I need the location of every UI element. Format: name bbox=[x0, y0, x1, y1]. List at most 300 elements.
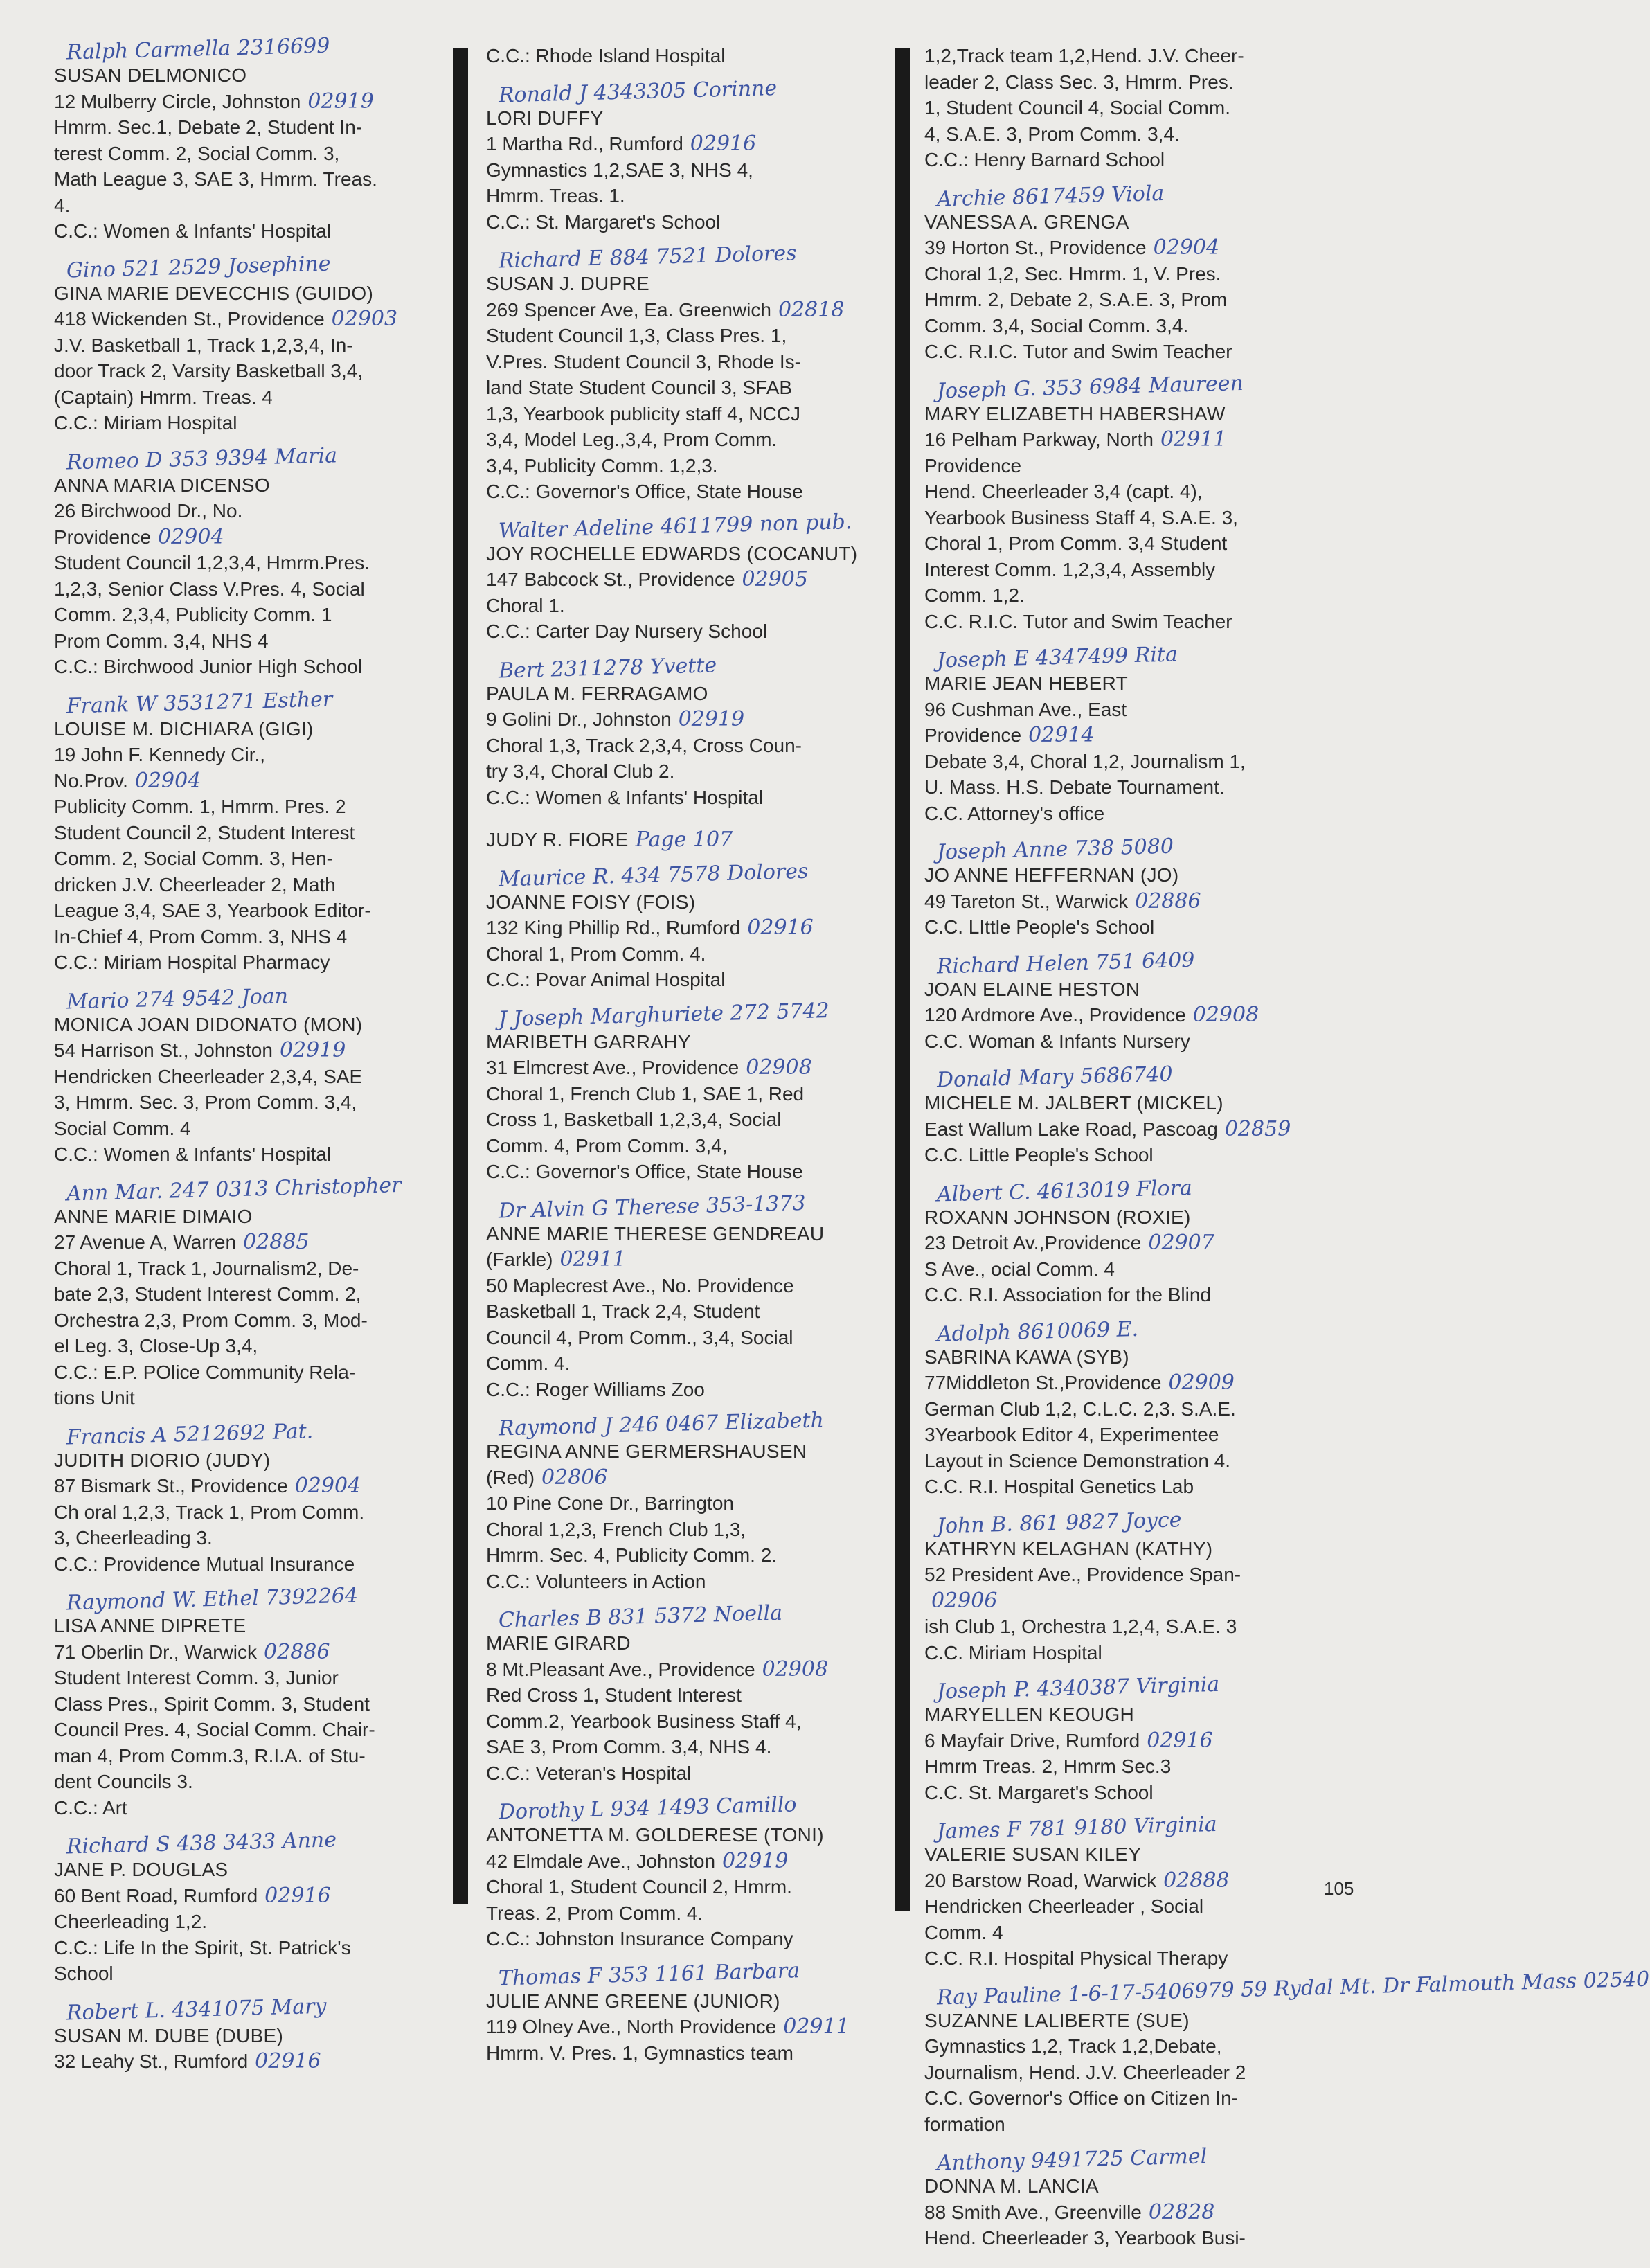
entry-text-line: Cheerleading 1,2. bbox=[54, 1911, 208, 1932]
entry-text-line: Student Interest Comm. 3, Junior bbox=[54, 1667, 339, 1688]
entry-text-line: Journalism, Hend. J.V. Cheerleader 2 bbox=[924, 2061, 1246, 2083]
address-line bbox=[486, 1055, 853, 1081]
entry-text-line: C.C.: Miriam Hospital bbox=[54, 412, 237, 434]
entry-text-line: C.C.: Birchwood Junior High School bbox=[54, 656, 363, 677]
handwritten-zip: 02908 bbox=[1192, 1003, 1259, 1027]
student-name: REGINA ANNE GERMERSHAUSEN bbox=[486, 1440, 807, 1462]
column-1 bbox=[54, 33, 414, 2091]
handwritten-zip: 02919 bbox=[722, 1848, 789, 1873]
handwritten-note: Ronald J 4343305 Corinne bbox=[498, 75, 778, 108]
student-name-line bbox=[486, 827, 853, 853]
student-name: SUSAN DELMONICO bbox=[54, 64, 247, 86]
student-name: JANE P. DOUGLAS bbox=[54, 1859, 228, 1880]
entry-text-line: 6 Mayfair Drive, Rumford bbox=[924, 1729, 1140, 1751]
address-line bbox=[924, 889, 1298, 915]
entry-text-line: formation bbox=[924, 2113, 1005, 2135]
student-name-line bbox=[486, 105, 853, 132]
entry-text-line: Class Pres., Spirit Comm. 3, Student bbox=[54, 1693, 370, 1715]
entry-text-line: 3,4, Publicity Comm. 1,2,3. bbox=[486, 454, 718, 476]
student-name: JOY ROCHELLE EDWARDS (COCANUT) bbox=[486, 542, 858, 564]
column-divider-2 bbox=[895, 48, 910, 1911]
entry-text-line: Yearbook Business Staff 4, S.A.E. 3, bbox=[924, 506, 1238, 528]
student-entry bbox=[486, 509, 858, 645]
entry-text-line: 52 President Ave., Providence Span- bbox=[924, 1564, 1241, 1585]
address-line bbox=[54, 306, 414, 332]
entry-text-line: 42 Elmdale Ave., Johnston bbox=[486, 1850, 716, 1872]
entry-text-line: S Ave., ocial Comm. 4 bbox=[924, 1258, 1115, 1280]
student-entry bbox=[924, 43, 1298, 173]
student-name-line bbox=[924, 1702, 1298, 1728]
entry-text-line: leader 2, Class Sec. 3, Hmrm. Pres. bbox=[924, 71, 1234, 93]
entry-text-line: dricken J.V. Cheerleader 2, Math bbox=[54, 873, 336, 895]
entry-text-line: 26 Birchwood Dr., No. Providence bbox=[54, 500, 243, 548]
entry-text-line: door Track 2, Varsity Basketball 3,4, bbox=[54, 360, 364, 382]
entry-text-line: C.C.: E.P. POlice Community Rela- bbox=[54, 1361, 356, 1383]
entry-text-line: C.C. Governor's Office on Citizen In- bbox=[924, 2087, 1238, 2109]
address-line bbox=[54, 498, 414, 550]
address-line bbox=[486, 131, 853, 157]
student-name-line bbox=[924, 862, 1298, 889]
student-entry bbox=[486, 827, 853, 853]
handwritten-note: John B. 861 9827 Joyce bbox=[936, 1507, 1182, 1539]
student-name-line bbox=[54, 280, 414, 307]
entry-text-line: 3,4, Model Leg.,3,4, Prom Comm. bbox=[486, 429, 778, 450]
address-line bbox=[486, 706, 853, 733]
handwritten-zip: 02909 bbox=[1168, 1370, 1235, 1395]
student-name-line bbox=[54, 716, 414, 742]
handwritten-note: Richard Helen 751 6409 bbox=[936, 947, 1195, 979]
student-name: SUSAN M. DUBE (DUBE) bbox=[54, 2024, 284, 2046]
page-number: 105 bbox=[1324, 1878, 1354, 1899]
entry-text-line: Hmrm Treas. 2, Hmrm Sec.3 bbox=[924, 1756, 1172, 1777]
handwritten-note: Maurice R. 434 7578 Dolores bbox=[498, 859, 809, 892]
entry-text-line: Gymnastics 1,2,SAE 3, NHS 4, bbox=[486, 159, 753, 181]
handwritten-note: Donald Mary 5686740 bbox=[936, 1062, 1174, 1093]
entry-text-line: bate 2,3, Student Interest Comm. 2, bbox=[54, 1283, 361, 1305]
entry-text-line: 71 Oberlin Dr., Warwick bbox=[54, 1641, 258, 1663]
entry-text-line: 27 Avenue A, Warren bbox=[54, 1231, 237, 1253]
entry-text-line: Choral 1,2,3, French Club 1,3, bbox=[486, 1518, 746, 1540]
student-entry bbox=[924, 1316, 1298, 1500]
handwritten-zip: 02908 bbox=[746, 1055, 812, 1080]
entry-text-line: 16 Pelham Parkway, North bbox=[924, 429, 1154, 450]
student-name: JOAN ELAINE HESTON bbox=[924, 978, 1140, 1000]
handwritten-zip: 02905 bbox=[742, 567, 808, 591]
handwritten-zip: 02904 bbox=[134, 768, 201, 793]
entry-text-line: Choral 1. bbox=[486, 594, 565, 616]
entry-text-line: 50 Maplecrest Ave., No. Providence bbox=[486, 1274, 794, 1296]
entry-text-line: East Wallum Lake Road, Pascoag bbox=[924, 1118, 1218, 1140]
address-line bbox=[54, 89, 414, 115]
student-name: ANTONETTA M. GOLDERESE (TONI) bbox=[486, 1824, 824, 1846]
entry-text-line: C.C. R.I. Association for the Blind bbox=[924, 1284, 1211, 1305]
entry-text-line: C.C.: Women & Infants' Hospital bbox=[486, 786, 764, 808]
entry-text-line: 1,2,3, Senior Class V.Pres. 4, Social bbox=[54, 578, 365, 600]
entry-text-line: Hend. Cheerleader 3, Yearbook Busi- bbox=[924, 2227, 1246, 2249]
student-name: JO ANNE HEFFERNAN (JO) bbox=[924, 864, 1179, 886]
student-entry bbox=[924, 642, 1298, 826]
handwritten-zip: 02903 bbox=[331, 307, 398, 331]
entry-text-line: 77Middleton St.,Providence bbox=[924, 1372, 1162, 1393]
address-line bbox=[54, 742, 414, 794]
entry-text-line: C.C.: Women & Infants' Hospital bbox=[54, 220, 332, 242]
handwritten-note: Adolph 8610069 E. bbox=[936, 1316, 1139, 1347]
entry-text-line: Basketball 1, Track 2,4, Student bbox=[486, 1301, 760, 1322]
student-name: KATHRYN KELAGHAN (KATHY) bbox=[924, 1537, 1213, 1560]
handwritten-zip: 02904 bbox=[294, 1474, 361, 1498]
student-name-line bbox=[54, 1012, 414, 1038]
handwritten-zip: 02908 bbox=[762, 1657, 829, 1681]
entry-text-line: 119 Olney Ave., North Providence bbox=[486, 2016, 777, 2037]
student-entry bbox=[486, 75, 853, 235]
entry-text-line: Gymnastics 1,2, Track 1,2,Debate, bbox=[924, 2035, 1222, 2057]
student-name-line bbox=[924, 2008, 1298, 2034]
student-name-line bbox=[924, 1344, 1298, 1370]
handwritten-note: Archie 8617459 Viola bbox=[936, 181, 1165, 212]
entry-text-line: 60 Bent Road, Rumford bbox=[54, 1884, 258, 1907]
entry-text-line: Choral 1,2, Sec. Hmrm. 1, V. Pres. bbox=[924, 262, 1221, 285]
entry-text-line: Hmrm. 2, Debate 2, S.A.E. 3, Prom bbox=[924, 289, 1228, 310]
address-line bbox=[924, 1370, 1298, 1396]
entry-text-line: 87 Bismark St., Providence bbox=[54, 1475, 288, 1497]
student-name-line bbox=[924, 1090, 1298, 1116]
entry-text-line: Council Pres. 4, Social Comm. Chair- bbox=[54, 1719, 375, 1740]
student-name: PAULA M. FERRAGAMO bbox=[486, 682, 708, 704]
entry-text-line: Interest Comm. 1,2,3,4, Assembly bbox=[924, 558, 1216, 580]
entry-text-line: 1 Martha Rd., Rumford bbox=[486, 133, 683, 154]
student-entry bbox=[924, 834, 1298, 940]
entry-text-line: C.C. R.I.C. Tutor and Swim Teacher bbox=[924, 341, 1232, 362]
entry-text-line: Debate 3,4, Choral 1,2, Journalism 1, bbox=[924, 750, 1246, 772]
handwritten-note: Ralph Carmella 2316699 bbox=[66, 33, 330, 65]
address-line bbox=[54, 1229, 414, 1256]
entry-text-line: 1,3, Yearbook publicity staff 4, NCCJ bbox=[486, 402, 800, 425]
entry-text-line: C.C.: Carter Day Nursery School bbox=[486, 620, 768, 642]
student-name-line bbox=[54, 472, 414, 499]
entry-text-line: C.C. R.I. Hospital Physical Therapy bbox=[924, 1947, 1228, 1969]
handwritten-note: Joseph P. 4340387 Virginia bbox=[936, 1672, 1220, 1704]
entry-text-line: Treas. 2, Prom Comm. 4. bbox=[486, 1902, 703, 1924]
student-name-line bbox=[924, 976, 1298, 1003]
student-name-line bbox=[924, 1204, 1298, 1231]
entry-text-line: 39 Horton St., Providence bbox=[924, 237, 1147, 258]
entry-text-line: Student Council 1,3, Class Pres. 1, bbox=[486, 325, 787, 346]
student-name: DONNA M. LANCIA bbox=[924, 2175, 1099, 2197]
handwritten-note: Joseph Anne 738 5080 bbox=[936, 834, 1174, 865]
handwritten-note: Anthony 9491725 Carmel bbox=[936, 2144, 1208, 2176]
student-entry bbox=[54, 983, 414, 1168]
entry-text-line: Layout in Science Demonstration 4. bbox=[924, 1449, 1231, 1472]
entry-text-line: Choral 1, Prom Comm. 4. bbox=[486, 943, 706, 965]
student-entry bbox=[486, 652, 853, 811]
entry-text-line: C.C.: St. Margaret's School bbox=[486, 211, 721, 233]
entry-text-line: Prom Comm. 3,4, NHS 4 bbox=[54, 629, 269, 652]
student-name: JOANNE FOISY (FOIS) bbox=[486, 891, 696, 913]
handwritten-zip: 02919 bbox=[678, 707, 745, 731]
entry-text-line: C.C.: Providence Mutual Insurance bbox=[54, 1553, 355, 1575]
student-name-line bbox=[924, 2173, 1298, 2199]
student-name-line bbox=[486, 889, 853, 916]
entry-text-line: 269 Spencer Ave, Ea. Greenwich bbox=[486, 298, 771, 321]
address-line bbox=[924, 1002, 1298, 1028]
student-name-line bbox=[54, 2023, 414, 2049]
entry-text-line: C.C.: Povar Animal Hospital bbox=[486, 969, 726, 990]
handwritten-note: Frank W 3531271 Esther bbox=[66, 686, 333, 719]
handwritten-zip: 02919 bbox=[279, 1038, 346, 1062]
student-entry bbox=[486, 1190, 853, 1403]
handwritten-note: Walter Adeline 4611799 non pub. bbox=[498, 509, 852, 544]
entry-text-line: Hmrm. Treas. 1. bbox=[486, 185, 625, 206]
student-name: LISA ANNE DIPRETE bbox=[54, 1615, 246, 1636]
student-name: LOUISE M. DICHIARA (GIGI) bbox=[54, 717, 314, 740]
entry-text-line: 54 Harrison St., Johnston bbox=[54, 1039, 273, 1061]
entry-text-line: (Farkle) bbox=[486, 1249, 553, 1270]
student-name-line bbox=[924, 670, 1298, 697]
entry-text-line: Council 4, Prom Comm., 3,4, Social bbox=[486, 1326, 793, 1348]
entry-text-line: dent Councils 3. bbox=[54, 1771, 193, 1792]
handwritten-zip: 02911 bbox=[1160, 427, 1227, 452]
handwritten-zip: 02885 bbox=[243, 1230, 310, 1254]
student-name-line bbox=[486, 1822, 853, 1848]
address-line bbox=[486, 297, 853, 323]
student-entry bbox=[924, 1175, 1298, 1308]
address-line bbox=[54, 1473, 414, 1499]
entry-text-line: C.C. Woman & Infants Nursery bbox=[924, 1030, 1190, 1052]
entry-text-line: C.C.: Volunteers in Action bbox=[486, 1570, 706, 1592]
student-entry bbox=[54, 1583, 414, 1821]
handwritten-note: Charles B 831 5372 Noella bbox=[498, 1600, 783, 1633]
student-name: MARYELLEN KEOUGH bbox=[924, 1704, 1135, 1725]
student-entry bbox=[54, 686, 414, 976]
handwritten-note: Albert C. 4613019 Flora bbox=[936, 1175, 1193, 1207]
entry-text-line: Orchestra 2,3, Prom Comm. 3, Mod- bbox=[54, 1309, 368, 1331]
entry-text-line: C.C. Miriam Hospital bbox=[924, 1641, 1102, 1663]
entry-text-line: C.C.: Miriam Hospital Pharmacy bbox=[54, 952, 330, 973]
entry-text-line: 132 King Phillip Rd., Rumford bbox=[486, 917, 741, 938]
entry-text-line: Comm. 2,3,4, Publicity Comm. 1 bbox=[54, 604, 332, 625]
student-entry bbox=[486, 859, 853, 993]
student-name: JUDY R. FIORE bbox=[486, 829, 629, 850]
handwritten-zip: 02906 bbox=[931, 1588, 998, 1613]
handwritten-zip: 02888 bbox=[1163, 1868, 1230, 1893]
student-name: ROXANN JOHNSON (ROXIE) bbox=[924, 1206, 1191, 1228]
entry-text-line: V.Pres. Student Council 3, Rhode Is- bbox=[486, 350, 801, 373]
student-entry bbox=[486, 1408, 853, 1594]
student-name-line bbox=[924, 1841, 1298, 1868]
student-entry bbox=[924, 1507, 1298, 1666]
entry-text-line: 31 Elmcrest Ave., Providence bbox=[486, 1057, 739, 1078]
handwritten-zip: 02806 bbox=[541, 1465, 608, 1490]
student-name-line bbox=[924, 401, 1298, 427]
handwritten-note: Ray Pauline 1-6-17-5406979 59 Rydal Mt. Dr Falmouth Mass 02540 bbox=[936, 1967, 1650, 2010]
student-name-line bbox=[924, 1536, 1298, 1562]
student-name-line bbox=[54, 62, 414, 89]
student-entry bbox=[54, 251, 414, 436]
student-name: MARIBETH GARRAHY bbox=[486, 1030, 691, 1053]
entry-text-line: Hendricken Cheerleader 2,3,4, SAE bbox=[54, 1065, 363, 1087]
address-line bbox=[486, 1247, 853, 1273]
student-entry bbox=[486, 998, 853, 1185]
address-line bbox=[486, 2014, 853, 2040]
entry-text-line: 23 Detroit Av.,Providence bbox=[924, 1232, 1142, 1253]
student-name-line bbox=[486, 271, 853, 297]
entry-text-line: 32 Leahy St., Rumford bbox=[54, 2051, 249, 2072]
student-name-line bbox=[54, 1447, 414, 1474]
handwritten-zip: 02907 bbox=[1148, 1231, 1214, 1255]
address-line bbox=[486, 915, 853, 941]
entry-text-line: C.C.: Roger Williams Zoo bbox=[486, 1378, 705, 1400]
student-entry bbox=[486, 1958, 853, 2066]
entry-text-line: C.C.: Life In the Spirit, St. Patrick's bbox=[54, 1936, 351, 1958]
entry-text-line: C.C. Attorney's office bbox=[924, 802, 1105, 824]
handwritten-note: Raymond J 246 0467 Elizabeth bbox=[498, 1408, 825, 1441]
handwritten-zip: 02886 bbox=[264, 1639, 330, 1664]
student-entry bbox=[924, 181, 1298, 365]
entry-text-line: J.V. Basketball 1, Track 1,2,3,4, In- bbox=[54, 334, 353, 356]
entry-text-line: Comm.2, Yearbook Business Staff 4, bbox=[486, 1710, 802, 1732]
entry-text-line: 19 John F. Kennedy Cir., No.Prov. bbox=[54, 744, 266, 792]
student-name-line bbox=[486, 1630, 853, 1657]
handwritten-note: Richard E 884 7521 Dolores bbox=[498, 241, 797, 274]
student-entry bbox=[924, 947, 1298, 1055]
entry-text-line: land State Student Council 3, SFAB bbox=[486, 377, 793, 398]
entry-text-line: 418 Wickenden St., Providence bbox=[54, 308, 325, 330]
entry-text-line: German Club 1,2, C.L.C. 2,3. S.A.E. bbox=[924, 1398, 1236, 1420]
address-line bbox=[54, 1037, 414, 1064]
entry-text-line: (Captain) Hmrm. Treas. 4 bbox=[54, 386, 273, 408]
entry-text-line: C.C.: Veteran's Hospital bbox=[486, 1762, 692, 1784]
handwritten-note: Joseph G. 353 6984 Maureen bbox=[936, 370, 1244, 404]
student-name-line bbox=[54, 1857, 414, 1883]
handwritten-note: Raymond W. Ethel 7392264 bbox=[66, 1583, 359, 1616]
entry-text-line: 20 Barstow Road, Warwick bbox=[924, 1869, 1157, 1891]
entry-text-line: Choral 1,3, Track 2,3,4, Cross Coun- bbox=[486, 734, 802, 756]
student-name-line bbox=[486, 1029, 853, 1055]
handwritten-note: Mario 274 9542 Joan bbox=[66, 983, 289, 1015]
address-line bbox=[486, 1848, 853, 1875]
handwritten-note: Thomas F 353 1161 Barbara bbox=[498, 1958, 800, 1991]
handwritten-zip: 02911 bbox=[783, 2015, 850, 2039]
entry-text-line: 3, Cheerleading 3. bbox=[54, 1527, 213, 1548]
column-2 bbox=[486, 43, 858, 2082]
entry-text-line: Hmrm. V. Pres. 1, Gymnastics team bbox=[486, 2042, 793, 2064]
entry-text-line: In-Chief 4, Prom Comm. 3, NHS 4 bbox=[54, 925, 348, 947]
student-entry bbox=[486, 43, 853, 69]
entry-text-line: Choral 1, Prom Comm. 3,4 Student bbox=[924, 533, 1228, 554]
entry-text-line: Choral 1, Track 1, Journalism2, De- bbox=[54, 1257, 359, 1279]
entry-text-line: tions Unit bbox=[54, 1387, 135, 1409]
entry-text-line: el Leg. 3, Close-Up 3,4, bbox=[54, 1335, 258, 1357]
handwritten-zip: 02916 bbox=[690, 132, 757, 156]
student-name-line bbox=[486, 1438, 853, 1465]
student-entry bbox=[54, 1994, 414, 2075]
address-line bbox=[486, 1465, 853, 1491]
handwritten-note: Dr Alvin G Therese 353-1373 bbox=[498, 1190, 806, 1224]
handwritten-zip: 02904 bbox=[158, 524, 224, 549]
student-name: MARY ELIZABETH HABERSHAW bbox=[924, 402, 1226, 425]
entry-text-line: League 3,4, SAE 3, Yearbook Editor- bbox=[54, 900, 371, 921]
address-line bbox=[924, 1728, 1298, 1754]
address-line bbox=[486, 566, 853, 593]
entry-text-line: C.C.: Johnston Insurance Company bbox=[486, 1928, 793, 1949]
entry-text-line: Student Council 2, Student Interest bbox=[54, 821, 355, 843]
entry-text-line: 12 Mulberry Circle, Johnston bbox=[54, 90, 301, 112]
student-entry bbox=[54, 1828, 414, 1987]
entry-text-line: U. Mass. H.S. Debate Tournament. bbox=[924, 776, 1225, 798]
entry-text-line: 1, Student Council 4, Social Comm. bbox=[924, 97, 1230, 118]
entry-text-line: 1,2,Track team 1,2,Hend. J.V. Cheer- bbox=[924, 45, 1244, 66]
student-name: GINA MARIE DEVECCHIS (GUIDO) bbox=[54, 282, 374, 304]
entry-text-line: C.C. St. Margaret's School bbox=[924, 1781, 1154, 1803]
entry-text-line: 88 Smith Ave., Greenville bbox=[924, 2201, 1142, 2223]
handwritten-zip: 02886 bbox=[1135, 889, 1201, 913]
student-entry bbox=[54, 1172, 414, 1411]
student-entry bbox=[924, 1672, 1298, 1805]
entry-text-line: School bbox=[54, 1963, 114, 1984]
student-name: ANNE MARIE DIMAIO bbox=[54, 1205, 253, 1227]
entry-text-line: Ch oral 1,2,3, Track 1, Prom Comm. bbox=[54, 1501, 365, 1523]
entry-text-line: C.C.: Art bbox=[54, 1796, 127, 1819]
entry-text-line: C.C.: Rhode Island Hospital bbox=[486, 45, 726, 66]
entry-text-line: terest Comm. 2, Social Comm. 3, bbox=[54, 142, 340, 164]
student-entry bbox=[54, 33, 414, 244]
student-name: SABRINA KAWA (SYB) bbox=[924, 1346, 1129, 1368]
student-name: MARIE GIRARD bbox=[486, 1632, 631, 1654]
address-line bbox=[924, 235, 1298, 261]
entry-text-line: Comm. 4. bbox=[486, 1352, 571, 1374]
handwritten-note: James F 781 9180 Virginia bbox=[936, 1812, 1218, 1844]
entry-text-line: Math League 3, SAE 3, Hmrm. Treas. bbox=[54, 168, 377, 190]
entry-text-line: C.C.: Henry Barnard School bbox=[924, 149, 1165, 170]
handwritten-aside: Page 107 bbox=[635, 828, 733, 852]
address-line bbox=[924, 1868, 1298, 1894]
student-entry bbox=[924, 370, 1298, 635]
entry-text-line: Hendricken Cheerleader , Social bbox=[924, 1895, 1204, 1917]
entry-text-line: 147 Babcock St., Providence bbox=[486, 569, 735, 590]
student-entry bbox=[924, 2144, 1298, 2251]
column-divider-1 bbox=[453, 48, 468, 1904]
entry-text-line: try 3,4, Choral Club 2. bbox=[486, 760, 675, 782]
handwritten-zip: 02916 bbox=[255, 2049, 321, 2073]
entry-text-line: ish Club 1, Orchestra 1,2,4, S.A.E. 3 bbox=[924, 1616, 1237, 1637]
address-line bbox=[924, 1116, 1298, 1143]
handwritten-zip: 02828 bbox=[1148, 2199, 1215, 2224]
handwritten-zip: 02911 bbox=[559, 1247, 626, 1271]
entry-text-line: Providence bbox=[924, 454, 1022, 476]
student-name-line bbox=[54, 1613, 414, 1639]
student-entry bbox=[486, 1792, 853, 1952]
entry-text-line: 4. bbox=[54, 194, 71, 216]
student-name-line bbox=[486, 1221, 853, 1247]
entry-text-line: 9 Golini Dr., Johnston bbox=[486, 708, 672, 730]
student-entry bbox=[486, 241, 853, 505]
address-line bbox=[924, 697, 1298, 749]
student-name: LORI DUFFY bbox=[486, 107, 604, 129]
handwritten-note: Romeo D 353 9394 Maria bbox=[66, 443, 338, 475]
entry-text-line: Hmrm. Sec.1, Debate 2, Student In- bbox=[54, 116, 363, 138]
student-name: MONICA JOAN DIDONATO (MON) bbox=[54, 1013, 363, 1035]
student-name: SUZANNE LALIBERTE (SUE) bbox=[924, 2009, 1190, 2031]
entry-text-line: man 4, Prom Comm.3, R.I.A. of Stu- bbox=[54, 1744, 366, 1767]
entry-text-line: Hend. Cheerleader 3,4 (capt. 4), bbox=[924, 481, 1203, 502]
entry-text-line: Comm. 2, Social Comm. 3, Hen- bbox=[54, 848, 333, 869]
student-entry bbox=[924, 1062, 1298, 1168]
entry-text-line: Publicity Comm. 1, Hmrm. Pres. 2 bbox=[54, 796, 346, 817]
entry-text-line: Red Cross 1, Student Interest bbox=[486, 1684, 742, 1706]
entry-text-line: 8 Mt.Pleasant Ave., Providence bbox=[486, 1658, 755, 1680]
entry-text-line: Hmrm. Sec. 4, Publicity Comm. 2. bbox=[486, 1544, 778, 1566]
student-name-line bbox=[486, 541, 858, 567]
